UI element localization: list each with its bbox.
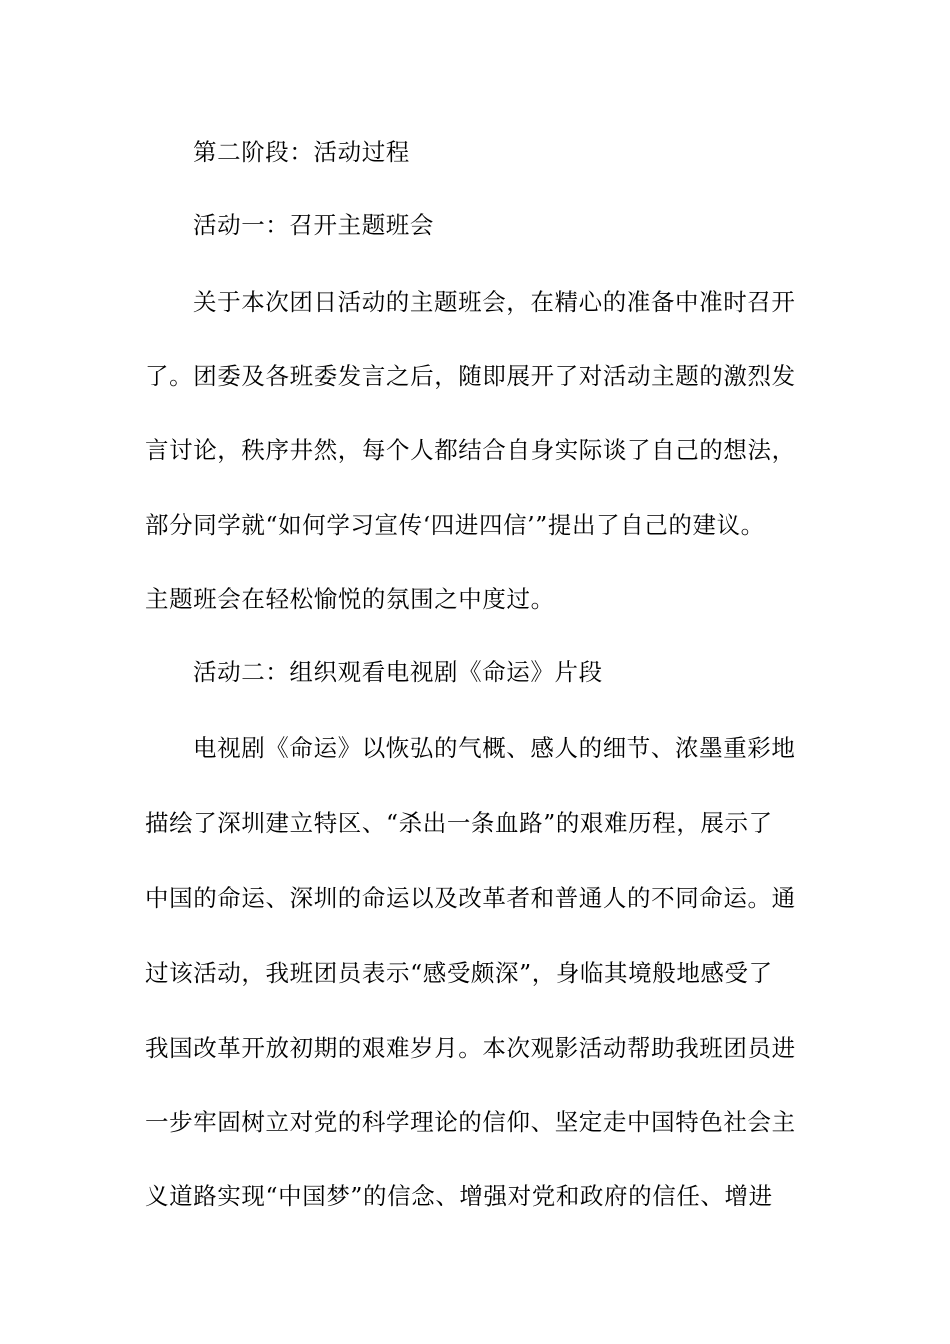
paragraph-line: 一步牢固树立对党的科学理论的信仰、坚定走中国特色社会主: [145, 1108, 796, 1136]
paragraph-line: 关于本次团日活动的主题班会，在精心的准备中准时召开: [193, 288, 796, 316]
activity-heading: 活动二：组织观看电视剧《命运》片段: [193, 658, 603, 686]
paragraph-line: 主题班会在轻松愉悦的氛围之中度过。: [145, 585, 555, 613]
paragraph-line: 了。团委及各班委发言之后，随即展开了对活动主题的激烈发: [145, 362, 796, 390]
paragraph-line: 义道路实现“中国梦”的信念、增强对党和政府的信任、增进: [145, 1182, 773, 1210]
paragraph-line: 言讨论，秩序井然，每个人都结合自身实际谈了自己的想法，: [145, 436, 796, 464]
paragraph-line: 中国的命运、深圳的命运以及改革者和普通人的不同命运。通: [145, 884, 796, 912]
activity-heading: 活动一：召开主题班会: [193, 211, 434, 239]
section-heading: 第二阶段：活动过程: [193, 138, 410, 166]
paragraph-line: 部分同学就“如何学习宣传‘四进四信’”提出了自己的建议。: [145, 511, 765, 539]
paragraph-line: 我国改革开放初期的艰难岁月。本次观影活动帮助我班团员进: [145, 1034, 796, 1062]
paragraph-line: 描绘了深圳建立特区、“杀出一条血路”的艰难历程，展示了: [145, 809, 773, 837]
paragraph-line: 过该活动，我班团员表示“感受颇深”，身临其境般地感受了: [145, 959, 773, 987]
paragraph-line: 电视剧《命运》以恢弘的气概、感人的细节、浓墨重彩地: [193, 734, 796, 762]
